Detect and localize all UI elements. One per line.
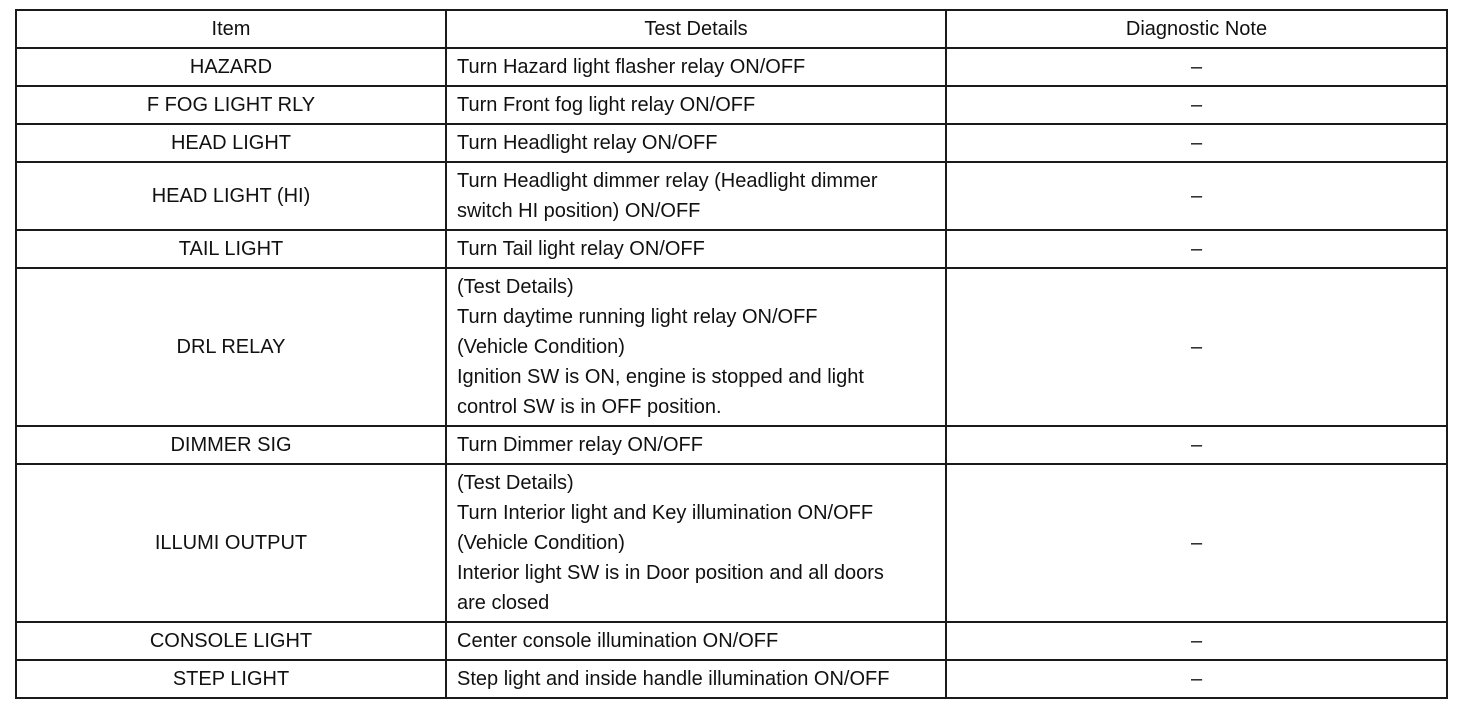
table-row <box>16 464 1447 622</box>
test-details-cell <box>446 48 946 86</box>
test-details-line: Step light and inside handle illumination ON/OFF <box>457 668 890 690</box>
table-row <box>16 124 1447 162</box>
diagnostic-note-cell: – <box>946 48 1447 86</box>
table-row <box>16 268 1447 426</box>
test-details-line: Turn Headlight relay ON/OFF <box>457 132 718 154</box>
header-test-details: Test Details <box>446 10 946 48</box>
test-details-line: (Test Details) <box>457 276 574 298</box>
item-cell: ILLUMI OUTPUT <box>16 464 446 622</box>
diagnostic-note-cell: – <box>946 426 1447 464</box>
test-details-line: Interior light SW is in Door position and all doors <box>457 562 884 584</box>
test-details-cell <box>446 124 946 162</box>
test-details-line: Turn Hazard light flasher relay ON/OFF <box>457 56 806 78</box>
diagnostic-note-cell: – <box>946 124 1447 162</box>
test-details-line: Turn Dimmer relay ON/OFF <box>457 434 703 456</box>
test-details-cell <box>446 622 946 660</box>
item-cell: TAIL LIGHT <box>16 230 446 268</box>
diagnostic-table <box>15 9 1448 699</box>
test-details-cell <box>446 230 946 268</box>
test-details-line: Turn daytime running light relay ON/OFF <box>457 306 818 328</box>
test-details-line: Turn Front fog light relay ON/OFF <box>457 94 756 116</box>
test-details-cell <box>446 268 946 426</box>
test-details-cell <box>446 86 946 124</box>
test-details-line: Turn Interior light and Key illumination ON/OFF <box>457 502 874 524</box>
test-details-cell <box>446 660 946 698</box>
item-cell: HEAD LIGHT <box>16 124 446 162</box>
item-cell: STEP LIGHT <box>16 660 446 698</box>
table-row <box>16 48 1447 86</box>
test-details-line: control SW is in OFF position. <box>457 396 722 418</box>
test-details-line: (Vehicle Condition) <box>457 336 625 358</box>
table-row <box>16 622 1447 660</box>
table-row <box>16 660 1447 698</box>
diagnostic-note-cell: – <box>946 162 1447 230</box>
item-cell: CONSOLE LIGHT <box>16 622 446 660</box>
test-details-line: switch HI position) ON/OFF <box>457 200 701 222</box>
header-item: Item <box>16 10 446 48</box>
table-body <box>16 48 1447 698</box>
table-row <box>16 162 1447 230</box>
table-row <box>16 230 1447 268</box>
test-details-cell <box>446 162 946 230</box>
test-details-line: Turn Headlight dimmer relay (Headlight dimmer <box>457 170 878 192</box>
item-cell: HAZARD <box>16 48 446 86</box>
table-row <box>16 426 1447 464</box>
test-details-line: Ignition SW is ON, engine is stopped and light <box>457 366 864 388</box>
header-row <box>16 10 1447 48</box>
test-details-line: Turn Tail light relay ON/OFF <box>457 238 705 260</box>
test-details-cell <box>446 426 946 464</box>
test-details-line: (Test Details) <box>457 472 574 494</box>
test-details-cell <box>446 464 946 622</box>
test-details-line: (Vehicle Condition) <box>457 532 625 554</box>
header-diagnostic-note: Diagnostic Note <box>946 10 1447 48</box>
diagnostic-note-cell: – <box>946 86 1447 124</box>
test-details-line: Center console illumination ON/OFF <box>457 630 779 652</box>
item-cell: DIMMER SIG <box>16 426 446 464</box>
item-cell: DRL RELAY <box>16 268 446 426</box>
diagnostic-note-cell: – <box>946 268 1447 426</box>
item-cell: HEAD LIGHT (HI) <box>16 162 446 230</box>
table-header <box>16 10 1447 48</box>
diagnostic-note-cell: – <box>946 230 1447 268</box>
diagnostic-note-cell: – <box>946 660 1447 698</box>
table-row <box>16 86 1447 124</box>
test-details-line: are closed <box>457 592 550 614</box>
item-cell: F FOG LIGHT RLY <box>16 86 446 124</box>
diagnostic-note-cell: – <box>946 464 1447 622</box>
diagnostic-note-cell: – <box>946 622 1447 660</box>
